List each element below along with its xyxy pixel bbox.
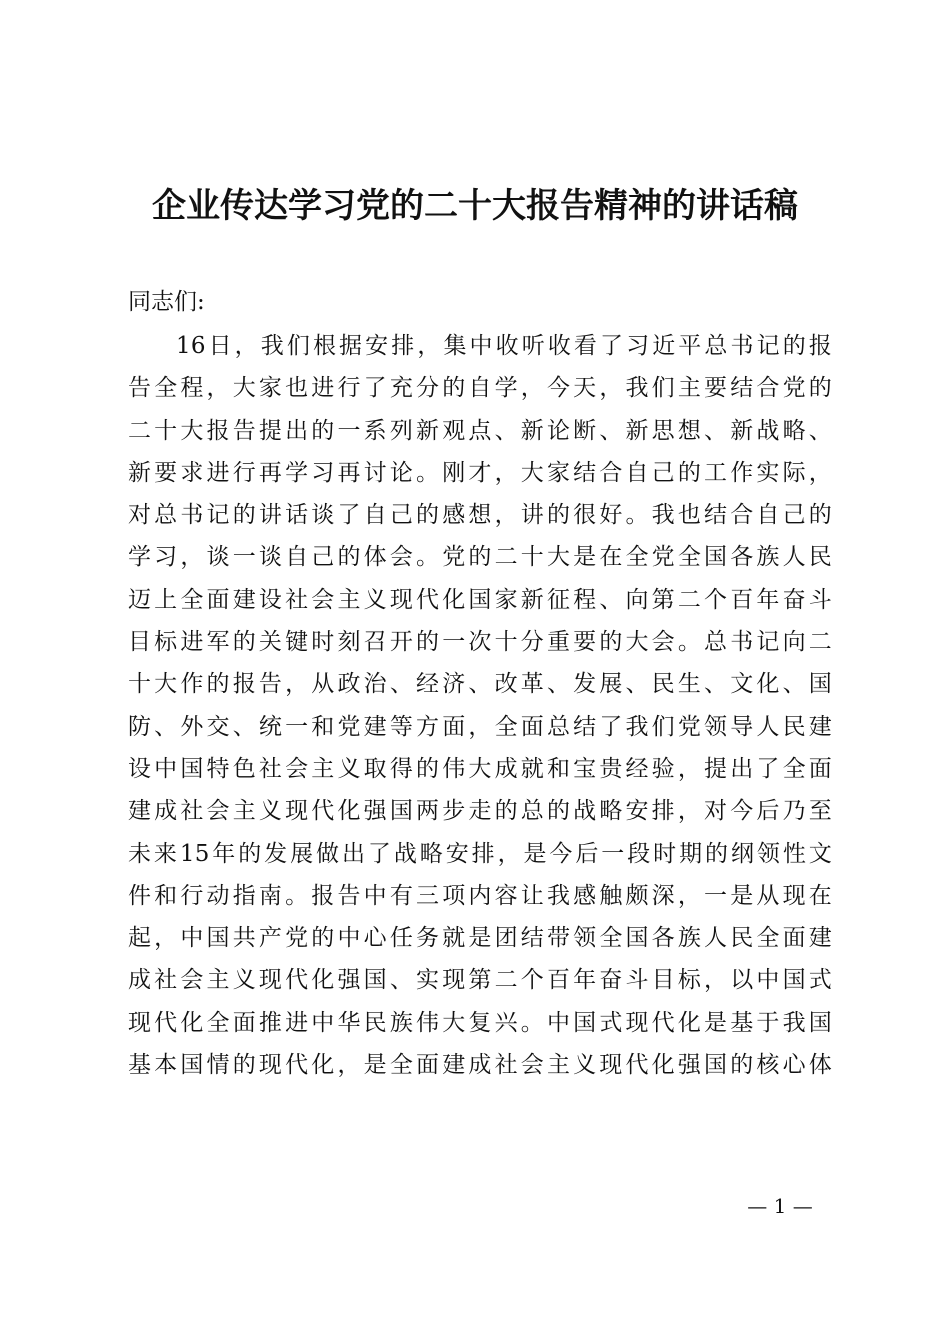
body-line: 目标进军的关键时刻召开的一次十分重要的大会。总书记向二 xyxy=(128,629,832,656)
body-line: 新要求进行再学习再讨论。刚才，大家结合自己的工作实际， xyxy=(128,459,832,486)
body-paragraph xyxy=(128,325,832,1086)
body-line: 对总书记的讲话谈了自己的感想，讲的很好。我也结合自己的 xyxy=(128,502,832,529)
body-line: 学习，谈一谈自己的体会。党的二十大是在全党全国各族人民 xyxy=(128,544,832,571)
body-line: 二十大报告提出的一系列新观点、新论断、新思想、新战略、 xyxy=(128,417,832,444)
body-line: 成社会主义现代化强国、实现第二个百年奋斗目标，以中国式 xyxy=(128,967,832,994)
body-line: 迈上全面建设社会主义现代化国家新征程、向第二个百年奋斗 xyxy=(128,586,832,613)
body-line: 告全程，大家也进行了充分的自学，今天，我们主要结合党的 xyxy=(128,375,832,402)
body-line: 现代化全面推进中华民族伟大复兴。中国式现代化是基于我国 xyxy=(128,1009,832,1036)
body-line: 未来15年的发展做出了战略安排，是今后一段时期的纲领性文 xyxy=(128,840,832,867)
body-line: 起，中国共产党的中心任务就是团结带领全国各族人民全面建 xyxy=(128,925,832,952)
page-title: 企业传达学习党的二十大报告精神的讲话稿 xyxy=(152,186,798,226)
body-line: 十大作的报告，从政治、经济、改革、发展、民生、文化、国 xyxy=(128,671,832,698)
body-line: 防、外交、统一和党建等方面，全面总结了我们党领导人民建 xyxy=(128,713,832,740)
salutation: 同志们: xyxy=(128,289,205,315)
body-line: 建成社会主义现代化强国两步走的总的战略安排，对今后乃至 xyxy=(128,798,832,825)
body-line: 16日，我们根据安排，集中收听收看了习近平总书记的报 xyxy=(176,333,832,359)
body-line: 件和行动指南。报告中有三项内容让我感触颇深，一是从现在 xyxy=(128,882,832,909)
body-line: 基本国情的现代化，是全面建成社会主义现代化强国的核心体 xyxy=(128,1052,832,1079)
body-line: 设中国特色社会主义取得的伟大成就和宝贵经验，提出了全面 xyxy=(128,755,832,782)
page-number: — 1 — xyxy=(747,1194,813,1218)
